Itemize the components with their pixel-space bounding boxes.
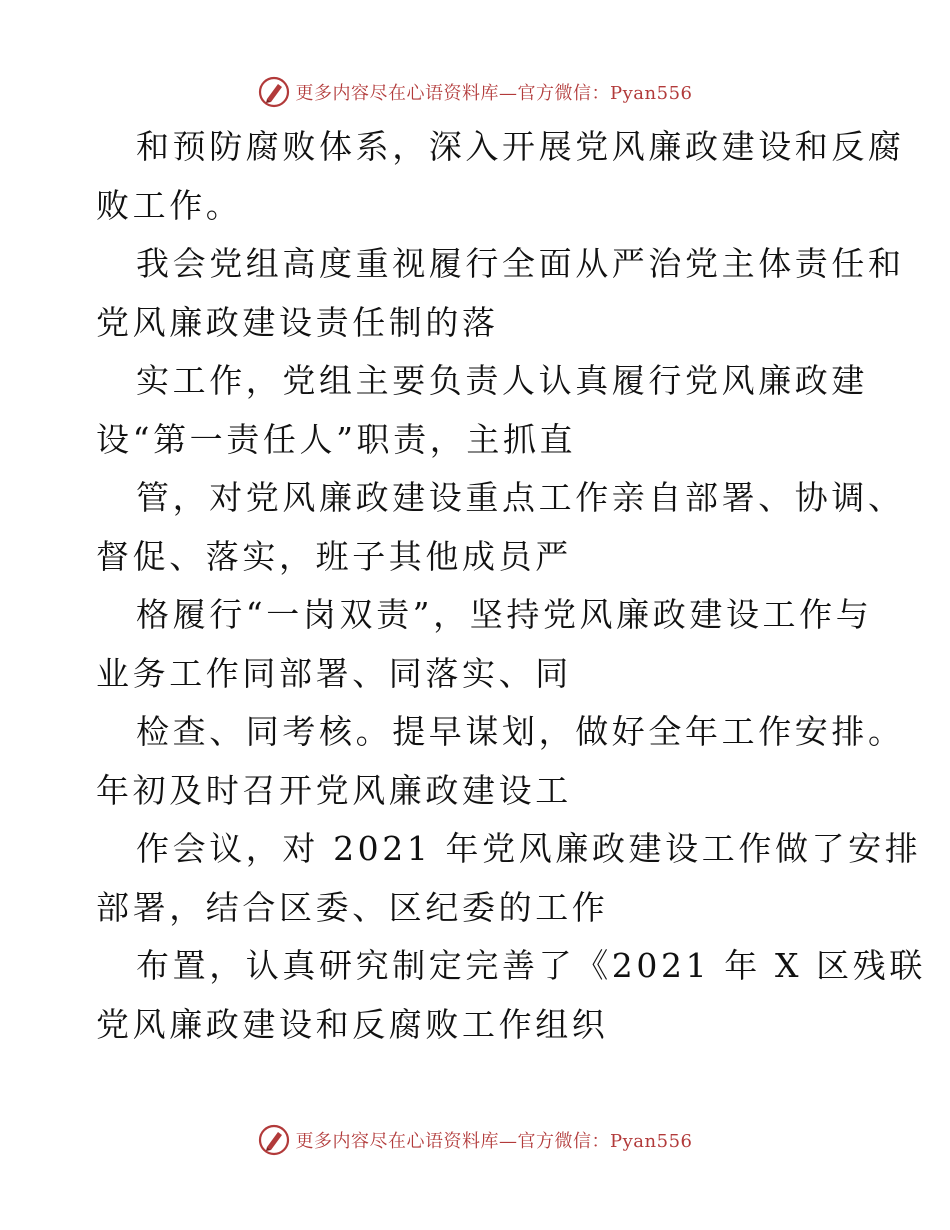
footer-watermark	[0, 1120, 950, 1160]
document-body	[96, 118, 926, 1054]
text-line: 党风廉政建设责任制的落	[96, 302, 499, 342]
text-line: 年初及时召开党风廉政建设工	[96, 770, 572, 810]
header-watermark	[0, 72, 950, 112]
text-line: 和预防腐败体系，深入开展党风廉政建设和反腐	[136, 127, 905, 166]
watermark-text: 更多内容尽在心语资料库—官方微信：Pyan556	[295, 1131, 693, 1152]
pen-logo-icon	[258, 1124, 290, 1156]
text-line: 我会党组高度重视履行全面从严治党主体责任和	[136, 244, 905, 283]
text-line: 布置，认真研究制定完善了《2021 年 X 区残联	[136, 946, 926, 985]
text-line: 部署，结合区委、区纪委的工作	[96, 887, 609, 927]
text-line: 督促、落实，班子其他成员严	[96, 536, 572, 576]
text-line: 管，对党风廉政建设重点工作亲自部署、协调、	[136, 478, 905, 517]
text-line: 格履行“一岗双责”，坚持党风廉政建设工作与	[136, 595, 873, 634]
text-line: 党风廉政建设和反腐败工作组织	[96, 1004, 609, 1044]
text-line: 业务工作同部署、同落实、同	[96, 653, 572, 693]
text-line: 检查、同考核。提早谋划，做好全年工作安排。	[136, 712, 905, 751]
text-line: 设“第一责任人”职责，主抓直	[96, 419, 577, 459]
pen-logo-icon	[258, 76, 290, 108]
text-line: 实工作，党组主要负责人认真履行党风廉政建	[136, 361, 868, 400]
watermark-text: 更多内容尽在心语资料库—官方微信：Pyan556	[295, 83, 693, 104]
text-line: 败工作。	[96, 185, 243, 225]
text-line: 作会议，对 2021 年党风廉政建设工作做了安排	[136, 829, 922, 868]
